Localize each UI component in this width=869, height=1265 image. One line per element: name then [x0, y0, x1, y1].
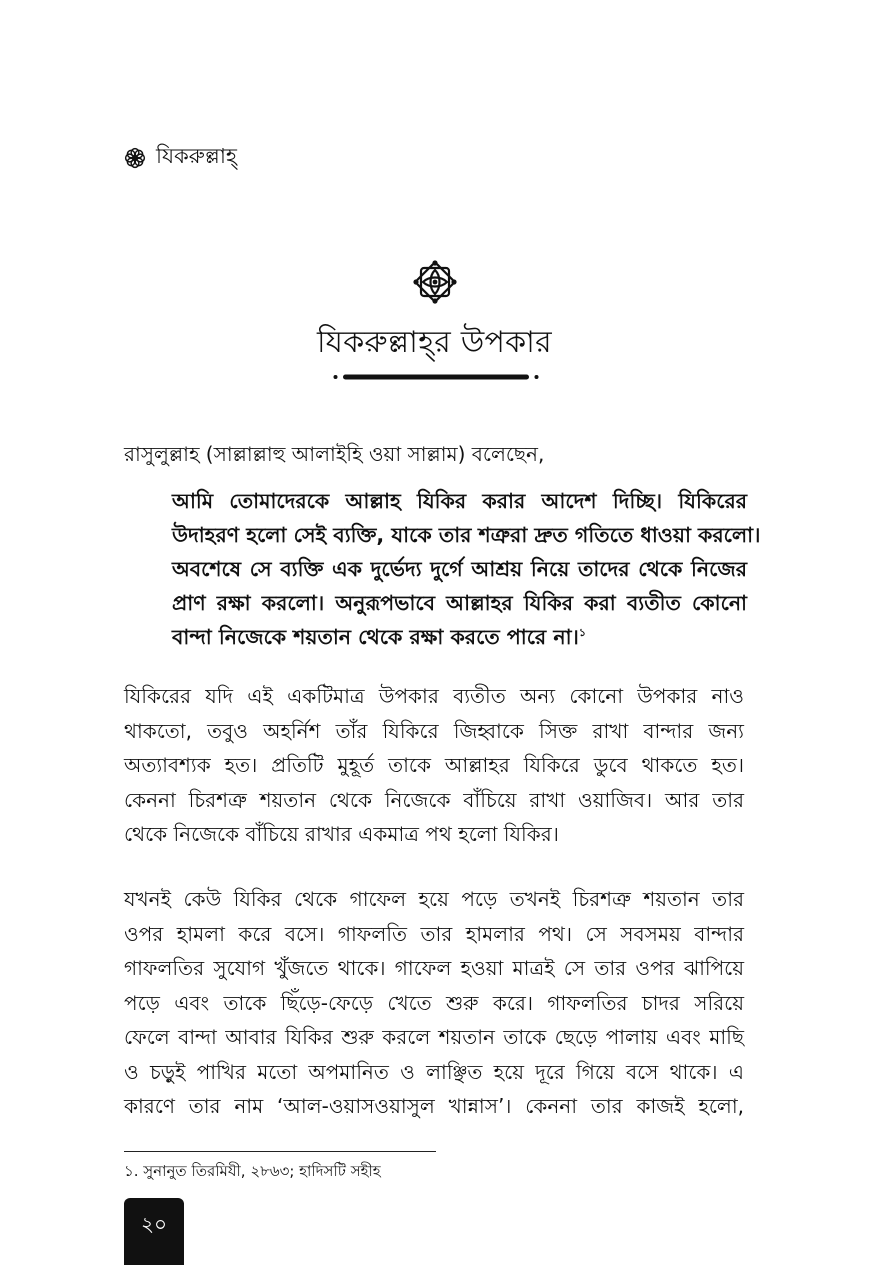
flower-ornament-icon: [411, 258, 459, 306]
title-divider: [333, 368, 539, 380]
paragraph-line: ওপর হামলা করে বসে। গাফলতি তার হামলার পথ। সে সবসময় বান্দার: [124, 921, 744, 946]
hadith-intro: রাসুলুল্লাহ (সাল্লাল্লাহু আলাইহি ওয়া সাল্লাম) বলেছেন,: [124, 442, 545, 466]
quote-line: প্রাণ রক্ষা করলো। অনুরূপভাবে আল্লাহর যিকির করা ব্যতীত কোনো: [172, 591, 747, 615]
paragraph-line: থাকতো, তবুও অহর্নিশ তাঁর যিকিরে জিহ্বাকে সিক্ত রাখা বান্দার জন্য: [124, 718, 744, 743]
running-head-text: যিকরুল্লাহ্: [156, 144, 237, 168]
paragraph-line: কারণে তার নাম ‘আল-ওয়াসওয়াসুল খান্নাস’। কেননা তার কাজই হলো,: [124, 1094, 744, 1118]
paragraph-line: ও চড়ুই পাখির মতো অপমানিত ও লাঞ্ছিত হয়ে দূরে গিয়ে বসে থাকে। এ: [124, 1059, 744, 1084]
paragraph-line: যিকিরের যদি এই একটিমাত্র উপকার ব্যতীত অন্য কোনো উপকার নাও: [124, 684, 744, 708]
footnote-divider: [124, 1151, 436, 1152]
chapter-title: যিকরুল্লাহ্‌র উপকার: [317, 325, 552, 360]
paragraph-line: থেকে নিজেকে বাঁচিয়ে রাখার একমাত্র পথ হলো যিকির।: [124, 822, 559, 846]
paragraph-line: কেননা চিরশত্রু শয়তান থেকে নিজেকে বাঁচিয়ে রাখা ওয়াজিব। আর তার: [124, 787, 744, 812]
body-paragraph-1: [124, 679, 744, 852]
page-number-tab: [124, 1198, 184, 1265]
paragraph-line: গাফলতির সুযোগ খুঁজতে থাকে। গাফেল হওয়া মাত্রই সে তার ওপর ঝাপিয়ে: [124, 956, 744, 980]
quote-line: আমি তোমাদেরকে আল্লাহ যিকির করার আদেশ দিচ্ছি। যিকিরের: [172, 489, 747, 513]
footnote: ১. সুনানুত তিরমিযী, ২৮৬৩; হাদিসটি সহীহ: [124, 1162, 381, 1180]
body-paragraph-2: [124, 882, 744, 1124]
page-number: ২০: [140, 1212, 167, 1236]
flower-ornament-icon: [124, 147, 146, 169]
running-head: [124, 140, 237, 175]
quote-line: উদাহরণ হলো সেই ব্যক্তি, যাকে তার শত্রুরা দ্রুত গতিতে ধাওয়া করলো।: [172, 523, 761, 547]
quote-line-last: [172, 620, 747, 654]
paragraph-line: যখনই কেউ যিকির থেকে গাফেল হয়ে পড়ে তখনই চিরশত্রু শয়তান তার: [124, 887, 744, 911]
footnote-marker: ১: [578, 626, 586, 640]
paragraph-line: পড়ে এবং তাকে ছিঁড়ে-ফেড়ে খেতে শুরু করে। গাফলতির চাদর সরিয়ে: [124, 990, 744, 1015]
quote-line-text: বান্দা নিজেকে শয়তান থেকে রক্ষা করতে পারে না।: [172, 625, 579, 649]
paragraph-line: ফেলে বান্দা আবার যিকির শুরু করলে শয়তান তাকে ছেড়ে পালায় এবং মাছি: [124, 1025, 744, 1049]
quote-line: অবশেষে সে ব্যক্তি এক দুর্ভেদ্য দুর্গে আশ্রয় নিয়ে তাদের থেকে নিজের: [172, 557, 747, 581]
hadith-quote: [172, 484, 761, 654]
paragraph-line: অত্যাবশ্যক হত। প্রতিটি মুহূর্ত তাকে আল্লাহর যিকিরে ডুবে থাকতে হত।: [124, 753, 744, 777]
